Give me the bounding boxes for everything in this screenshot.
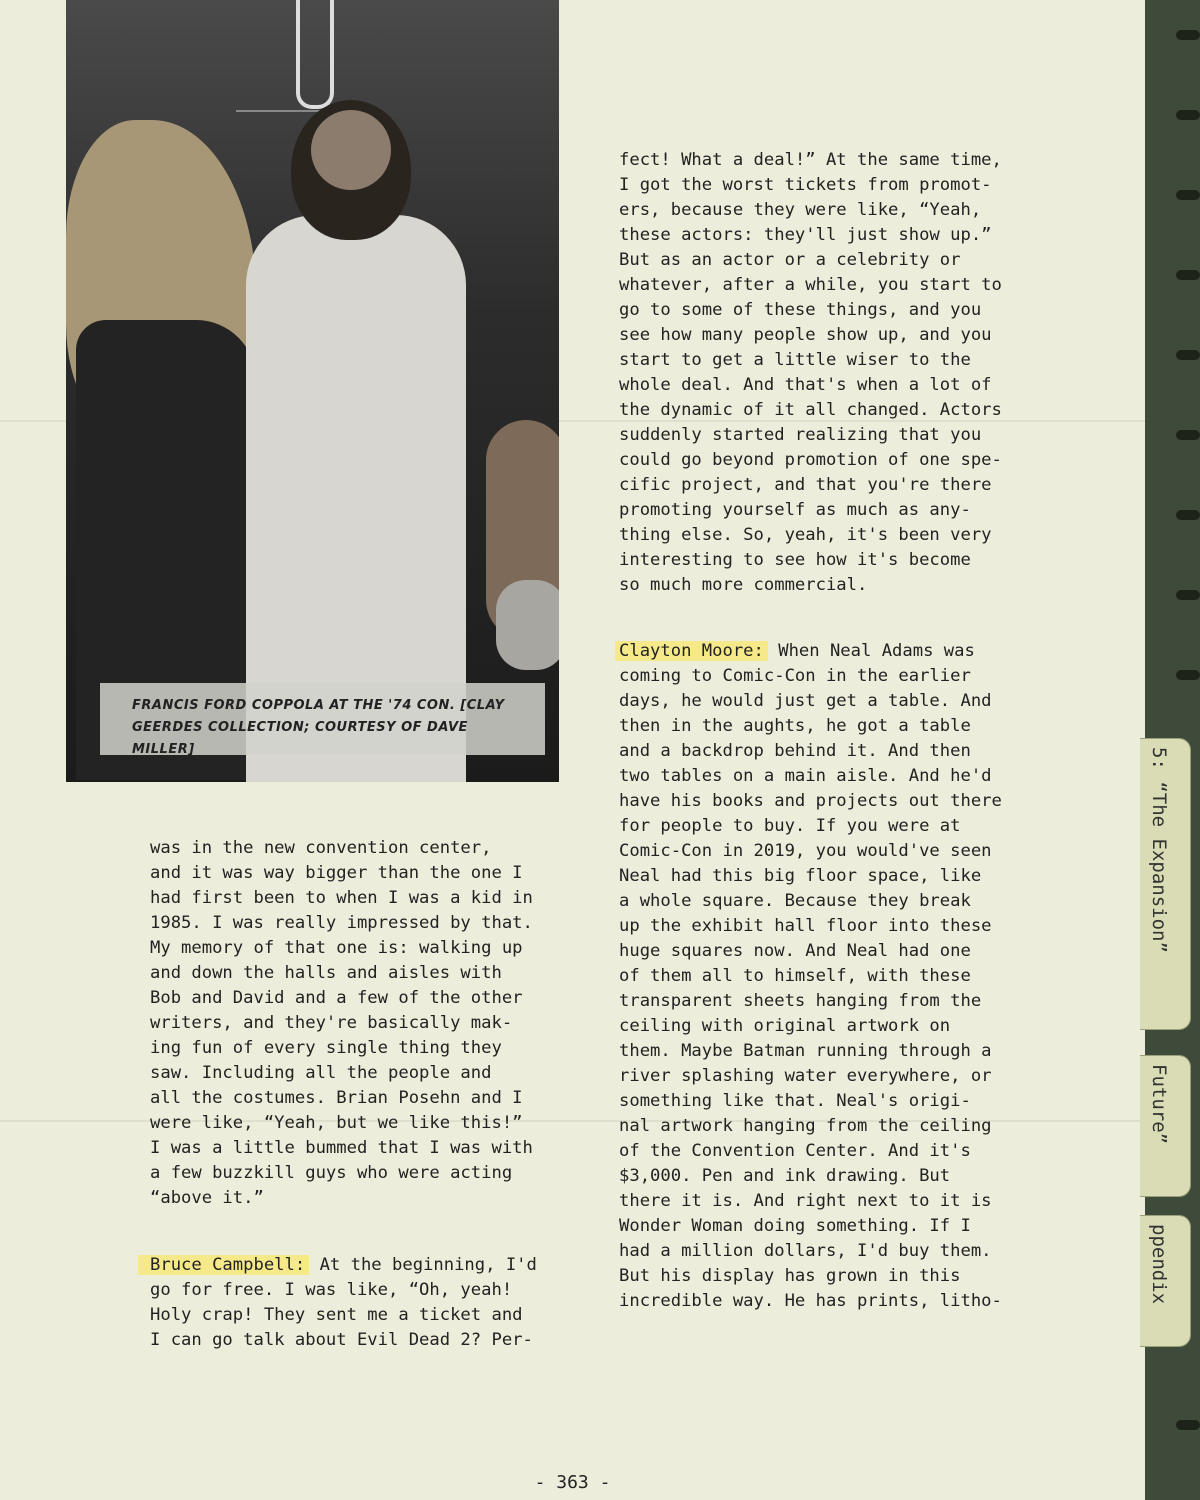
- tab-the-expansion[interactable]: 5: “The Expansion”: [1140, 738, 1191, 1030]
- photo-light: [296, 0, 334, 109]
- left-paragraph-1: was in the new convention center, and it was way bigger than the one I had first been to when I was a kid in 1985. I was really impressed by that. My memory of that one is: walking up and down the halls and aisles with Bob and David and a few of the other writers, and they're basically mak- ing fun of every single thing they saw. Including all the people and all the costumes. Brian Posehn and I were like, “Yeah, but we like this!” I was a little bummed that I was with a few buzzkill guys who were acting “above it.”: [150, 838, 533, 1208]
- photo-handbag: [496, 580, 559, 670]
- photo-face: [311, 110, 391, 190]
- binder-hole: [1176, 30, 1200, 40]
- photo-coppola: [66, 0, 559, 782]
- page-number: - 363 -: [534, 1472, 611, 1493]
- tab-appendix[interactable]: ppendix: [1140, 1215, 1191, 1347]
- binder-hole: [1176, 190, 1200, 200]
- speaker-clayton-moore: Clayton Moore:: [615, 641, 768, 661]
- binder-hole: [1176, 270, 1200, 280]
- binder-hole: [1176, 670, 1200, 680]
- right-paragraph-1: fect! What a deal!” At the same time, I got the worst tickets from promot- ers, because they were like, “Yeah, these actors: they'll just show up.” But as an actor or a celebrity or whatever, after a while, you start to go to some of these things, and you see how many people show up, and you start to get a little wiser to the whole deal. And that's when a lot of the dynamic of it all changed. Actors suddenly started realizing that you could go beyond promotion of one spe- cific project, and that you're there promoting yourself as much as any- thing else. So, yeah, it's been very interesting to see how it's become so much more commercial.: [619, 150, 1002, 595]
- binder-hole: [1176, 110, 1200, 120]
- binder-hole: [1176, 590, 1200, 600]
- binder-hole: [1176, 510, 1200, 520]
- photo-caption: FRANCIS FORD COPPOLA AT THE '74 CON. [CLAY GEERDES COLLECTION; COURTESY OF DAVE MILLER]: [132, 698, 505, 757]
- binder-hole: [1176, 1420, 1200, 1430]
- left-paragraph-2: Bruce Campbell: At the beginning, I'd go for free. I was like, “Oh, yeah! Holy crap! They sent me a ticket and I can go talk about Evil Dead 2? Per-: [138, 1253, 537, 1353]
- tab-future[interactable]: Future”: [1140, 1055, 1191, 1197]
- right-paragraph-2: Clayton Moore: When Neal Adams was coming to Comic-Con in the earlier days, he would just get a table. And then in the aughts, he got a table and a backdrop behind it. And then two tables on a main aisle. And he'd have his books and projects out there for people to buy. If you were at Comic-Con in 2019, you would've seen Neal had this big floor space, like a whole square. Because they break up the exhibit hall floor into these huge squares now. And Neal had one of them all to himself, with these transparent sheets hanging from the ceiling with original artwork on them. Maybe Batman running through a river splashing water everywhere, or something like that. Neal's origi- nal artwork hanging from the ceiling of the Convention Center. And it's $3,000. Pen and ink drawing. But there it is. And right next to it is Wonder Woman doing something. If I had a million dollars, I'd buy them. But his display has grown in this incredible way. He has prints, litho-: [615, 639, 1002, 1314]
- photo-caption-box: [100, 683, 545, 755]
- binder-hole: [1176, 350, 1200, 360]
- speaker-bruce-campbell: Bruce Campbell:: [138, 1255, 309, 1275]
- binder-hole: [1176, 430, 1200, 440]
